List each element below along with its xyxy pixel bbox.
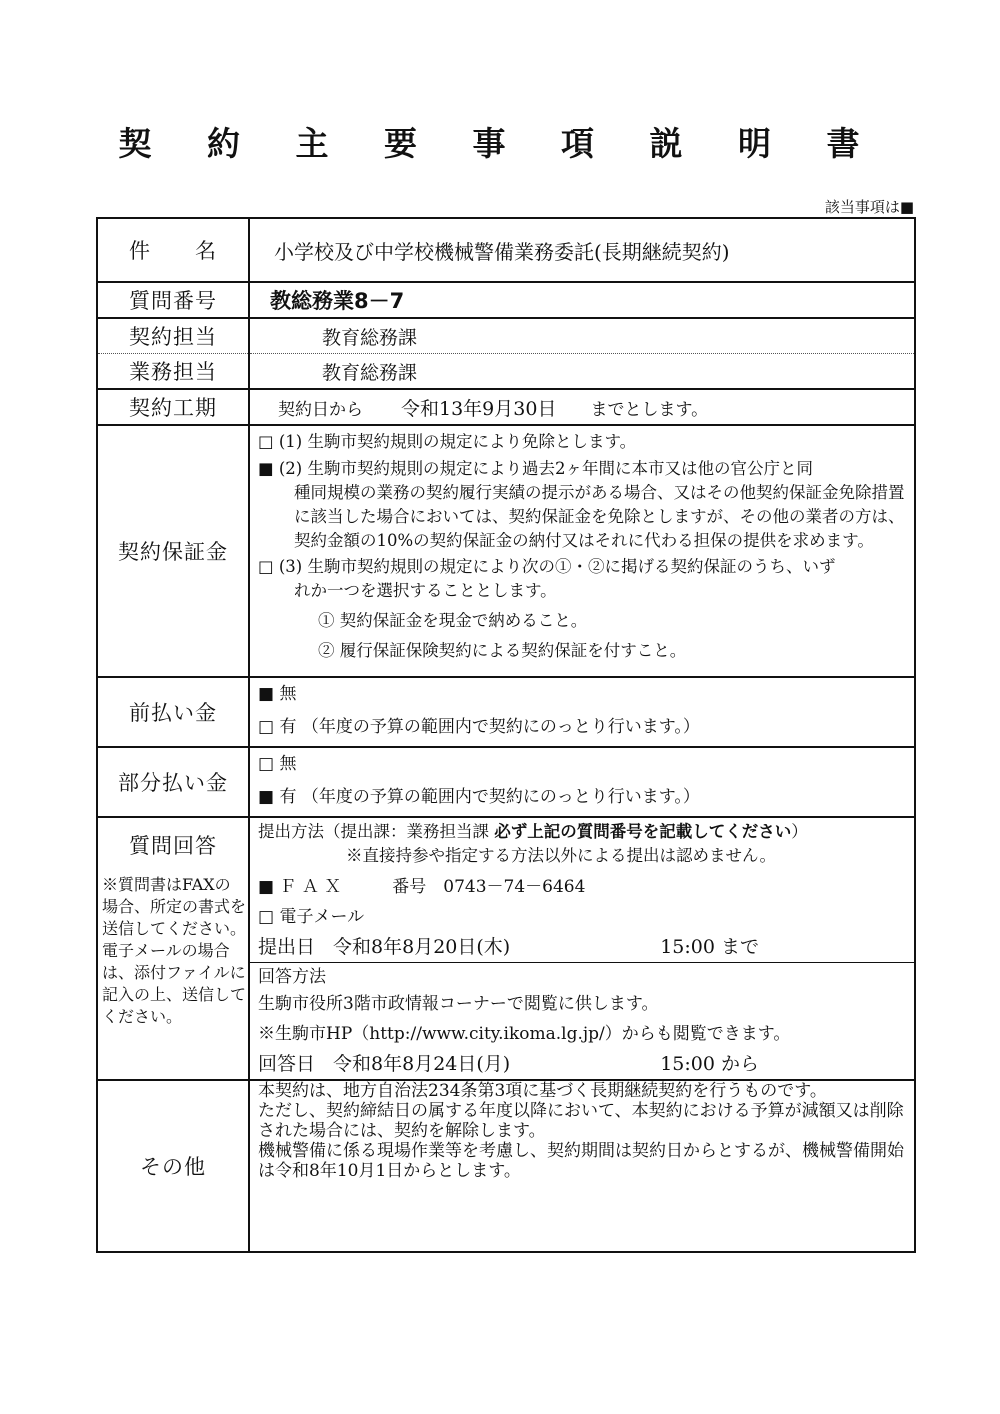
qa-note: ※質問書はFAXの場合、所定の書式を送信してください。 電子メールの場合は、添付ファイルに記入の上、送信してください。 [102,875,247,1026]
row-deposit [97,425,915,677]
answer-method: 回答方法 [258,967,326,987]
submit-time: 15:00 まで [660,936,759,958]
qa-cell [97,817,249,1080]
question-number-value: 教総務業8－7 [249,282,915,318]
submit-date-label: 提出日 [258,936,316,958]
row-qa [97,817,915,1080]
period-label: 契約工期 [97,389,249,425]
advance-option-none: ■ 無 [258,684,297,704]
row-item [97,218,915,282]
deposit-option-3-first: □ (3) 生駒市契約規則の規定により次の①・②に掲げる契約保証のうち、いず [258,557,836,576]
contract-dept-value: 教育総務課 [249,318,915,354]
contract-form-table [96,217,916,1253]
advance-options [249,677,915,747]
answer-date: 令和8年8月24日(月) [333,1053,511,1075]
period-value [249,389,915,425]
submit-date-line [258,932,914,962]
row-partial-payment [97,747,915,817]
contract-dept-label: 契約担当 [97,318,249,354]
item-value: 小学校及び中学校機械警備業務委託(長期継続契約) [249,218,915,282]
row-contract-dept [97,318,915,354]
deposit-sub-2: ② 履行保証保険契約による契約保証を付すこと。 [318,641,687,660]
period-date: 令和13年9月30日 [401,397,557,420]
deposit-sub-1: ① 契約保証金を現金で納めること。 [318,611,588,630]
other-content [249,1080,915,1252]
business-dept-value: 教育総務課 [249,354,915,390]
other-text-2: ただし、契約締結日の属する年度以降において、本契約における予算が減額又は削除された場合には、契約を解除します。 [258,1101,904,1141]
advance-option-yes: □ 有 （年度の予算の範囲内で契約にのっとり行います。） [258,717,700,737]
item-label: 件 名 [97,218,249,282]
row-question-number [97,282,915,318]
partial-options [249,747,915,817]
period-prefix: 契約日から [278,399,363,420]
submit-method [258,818,914,844]
business-dept-label: 業務担当 [97,354,249,390]
document-title: 契 約 主 要 事 項 説 明 書 [118,124,882,163]
qa-content [249,817,915,1080]
submit-method-suffix: ） [791,822,808,841]
deposit-option-2-rest: 種同規模の業務の契約履行実績の提示がある場合、又はその他契約保証金免除措置に該当した場合においては、契約保証金を免除としますが、その他の業者の方は、契約金額の10%の契約保証金の納付又はそれに代わる担保の提供を求めます。 [294,483,905,550]
deposit-option-2-first: ■ (2) 生駒市契約規則の規定により過去2ヶ年間に本市又は他の官公庁と同 [258,459,813,478]
answer-date-label: 回答日 [258,1053,316,1075]
answer-place: 生駒市役所3階市政情報コーナーで閲覧に供します。 [258,994,659,1014]
partial-option-none: □ 無 [258,754,297,774]
submit-method-bold: 必ず上記の質問番号を記載してください [494,822,792,841]
applicable-note: 該当事項は■ [824,198,914,216]
deposit-options [249,425,915,677]
other-text-3: 機械警備に係る現場作業等を考慮し、契約期間は契約日からとするが、機械警備開始は令和8年10月1日からとします。 [258,1141,904,1181]
row-other [97,1080,915,1252]
fax-line: ■ Ｆ Ａ Ｘ 番号 0743－74－6464 [258,877,586,897]
partial-option-yes: ■ 有 （年度の予算の範囲内で契約にのっとり行います。） [258,787,700,807]
deposit-option-3-rest: れか一つを選択することとします。 [294,581,557,600]
row-contract-period [97,389,915,425]
email-line: □ 電子メール [258,907,365,927]
submit-note: ※直接持参や指定する方法以外による提出は認めません。 [346,846,776,865]
answer-time: 15:00 から [660,1053,759,1075]
deposit-label: 契約保証金 [97,425,249,677]
partial-label: 部分払い金 [97,747,249,817]
deposit-option-1: □ (1) 生駒市契約規則の規定により免除とします。 [258,432,637,451]
other-label: その他 [97,1080,249,1252]
row-business-dept [97,354,915,390]
qa-label: 質問回答 [129,834,217,858]
period-suffix: までとします。 [590,399,709,420]
answer-hp: ※生駒市HP（http://www.city.ikoma.lg.jp/）からも閲覧できます。 [258,1024,791,1044]
advance-label: 前払い金 [97,677,249,747]
submit-method-prefix: 提出方法（提出課：業務担当課 [258,822,489,841]
question-number-label: 質問番号 [97,282,249,318]
other-text-1: 本契約は、地方自治法234条第3項に基づく長期継続契約を行うものです。 [258,1081,827,1101]
submit-date: 令和8年8月20日(木) [333,936,511,958]
row-advance-payment [97,677,915,747]
answer-date-line [258,1049,914,1079]
